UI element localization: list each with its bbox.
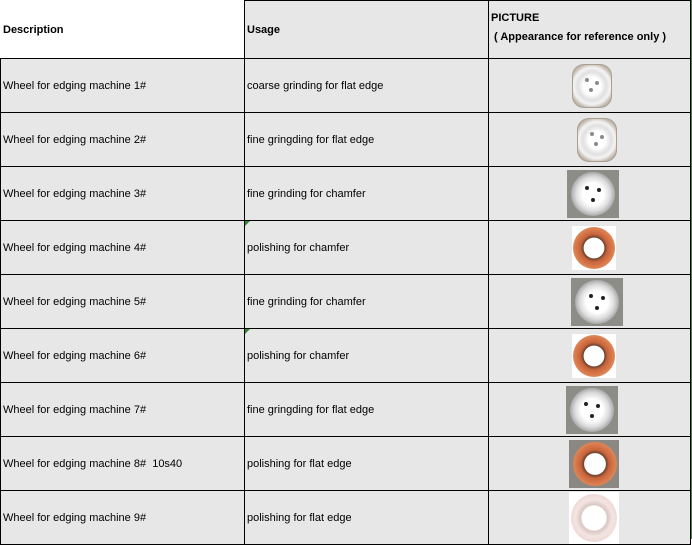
table-row: [1, 437, 691, 491]
metal-diamond-wheel-image: [566, 386, 618, 434]
usage-text: polishing for flat edge: [247, 457, 352, 470]
usage-text: coarse grinding for flat edge: [247, 79, 384, 92]
comment-marker-icon: [245, 329, 250, 334]
usage-cell[interactable]: [245, 491, 489, 545]
picture-cell[interactable]: [489, 329, 691, 383]
picture-cell[interactable]: [489, 437, 691, 491]
clear-edging-wheel-image: [572, 64, 612, 108]
picture-cell[interactable]: [489, 491, 691, 545]
header-row: [1, 1, 691, 59]
metal-diamond-wheel-image: [567, 170, 619, 218]
usage-text: polishing for chamfer: [247, 241, 350, 254]
table-row: [1, 221, 691, 275]
usage-text: fine gringding for flat edge: [247, 133, 375, 146]
usage-cell[interactable]: [245, 113, 489, 167]
picture-cell[interactable]: [489, 275, 691, 329]
orange-polishing-wheel-image: [569, 440, 619, 488]
description-cell[interactable]: Wheel for edging machine 7#: [1, 383, 245, 437]
picture-cell[interactable]: [489, 59, 691, 113]
header-description[interactable]: Description: [1, 1, 245, 59]
description-cell[interactable]: Wheel for edging machine 1#: [1, 59, 245, 113]
metal-diamond-wheel-image: [571, 278, 623, 326]
usage-text: polishing for flat edge: [247, 511, 352, 524]
usage-cell[interactable]: [245, 167, 489, 221]
description-cell[interactable]: Wheel for edging machine 9#: [1, 491, 245, 545]
description-cell[interactable]: Wheel for edging machine 4#: [1, 221, 245, 275]
header-picture-note: ( Appearance for reference only ): [491, 31, 667, 43]
table-row: [1, 167, 691, 221]
orange-polishing-wheel-image: [572, 226, 616, 270]
usage-cell[interactable]: [245, 221, 489, 275]
header-usage[interactable]: Usage: [245, 1, 489, 59]
table-row: [1, 275, 691, 329]
usage-text: fine grinding for chamfer: [247, 187, 366, 200]
usage-cell[interactable]: [245, 275, 489, 329]
usage-text: fine gringding for flat edge: [247, 403, 375, 416]
usage-cell[interactable]: [245, 437, 489, 491]
header-picture-title: PICTURE: [491, 12, 540, 24]
table-row: [1, 383, 691, 437]
picture-cell[interactable]: [489, 221, 691, 275]
description-cell[interactable]: Wheel for edging machine 5#: [1, 275, 245, 329]
comment-marker-icon: [245, 221, 250, 226]
usage-text: fine grinding for chamfer: [247, 295, 366, 308]
table-row: [1, 491, 691, 545]
usage-cell[interactable]: [245, 329, 489, 383]
picture-cell[interactable]: [489, 383, 691, 437]
orange-polishing-wheel-image: [572, 334, 616, 378]
description-cell[interactable]: Wheel for edging machine 2#: [1, 113, 245, 167]
description-cell[interactable]: Wheel for edging machine 3#: [1, 167, 245, 221]
picture-cell[interactable]: [489, 113, 691, 167]
usage-cell[interactable]: [245, 59, 489, 113]
header-picture[interactable]: [489, 1, 691, 59]
picture-cell[interactable]: [489, 167, 691, 221]
usage-text: polishing for chamfer: [247, 349, 350, 362]
usage-cell[interactable]: [245, 383, 489, 437]
description-cell[interactable]: Wheel for edging machine 8# 10s40: [1, 437, 245, 491]
table-row: [1, 59, 691, 113]
description-cell[interactable]: Wheel for edging machine 6#: [1, 329, 245, 383]
pink-polishing-wheel-image: [569, 492, 619, 544]
table-row: [1, 329, 691, 383]
clear-edging-wheel-image: [577, 118, 617, 162]
table-row: [1, 113, 691, 167]
